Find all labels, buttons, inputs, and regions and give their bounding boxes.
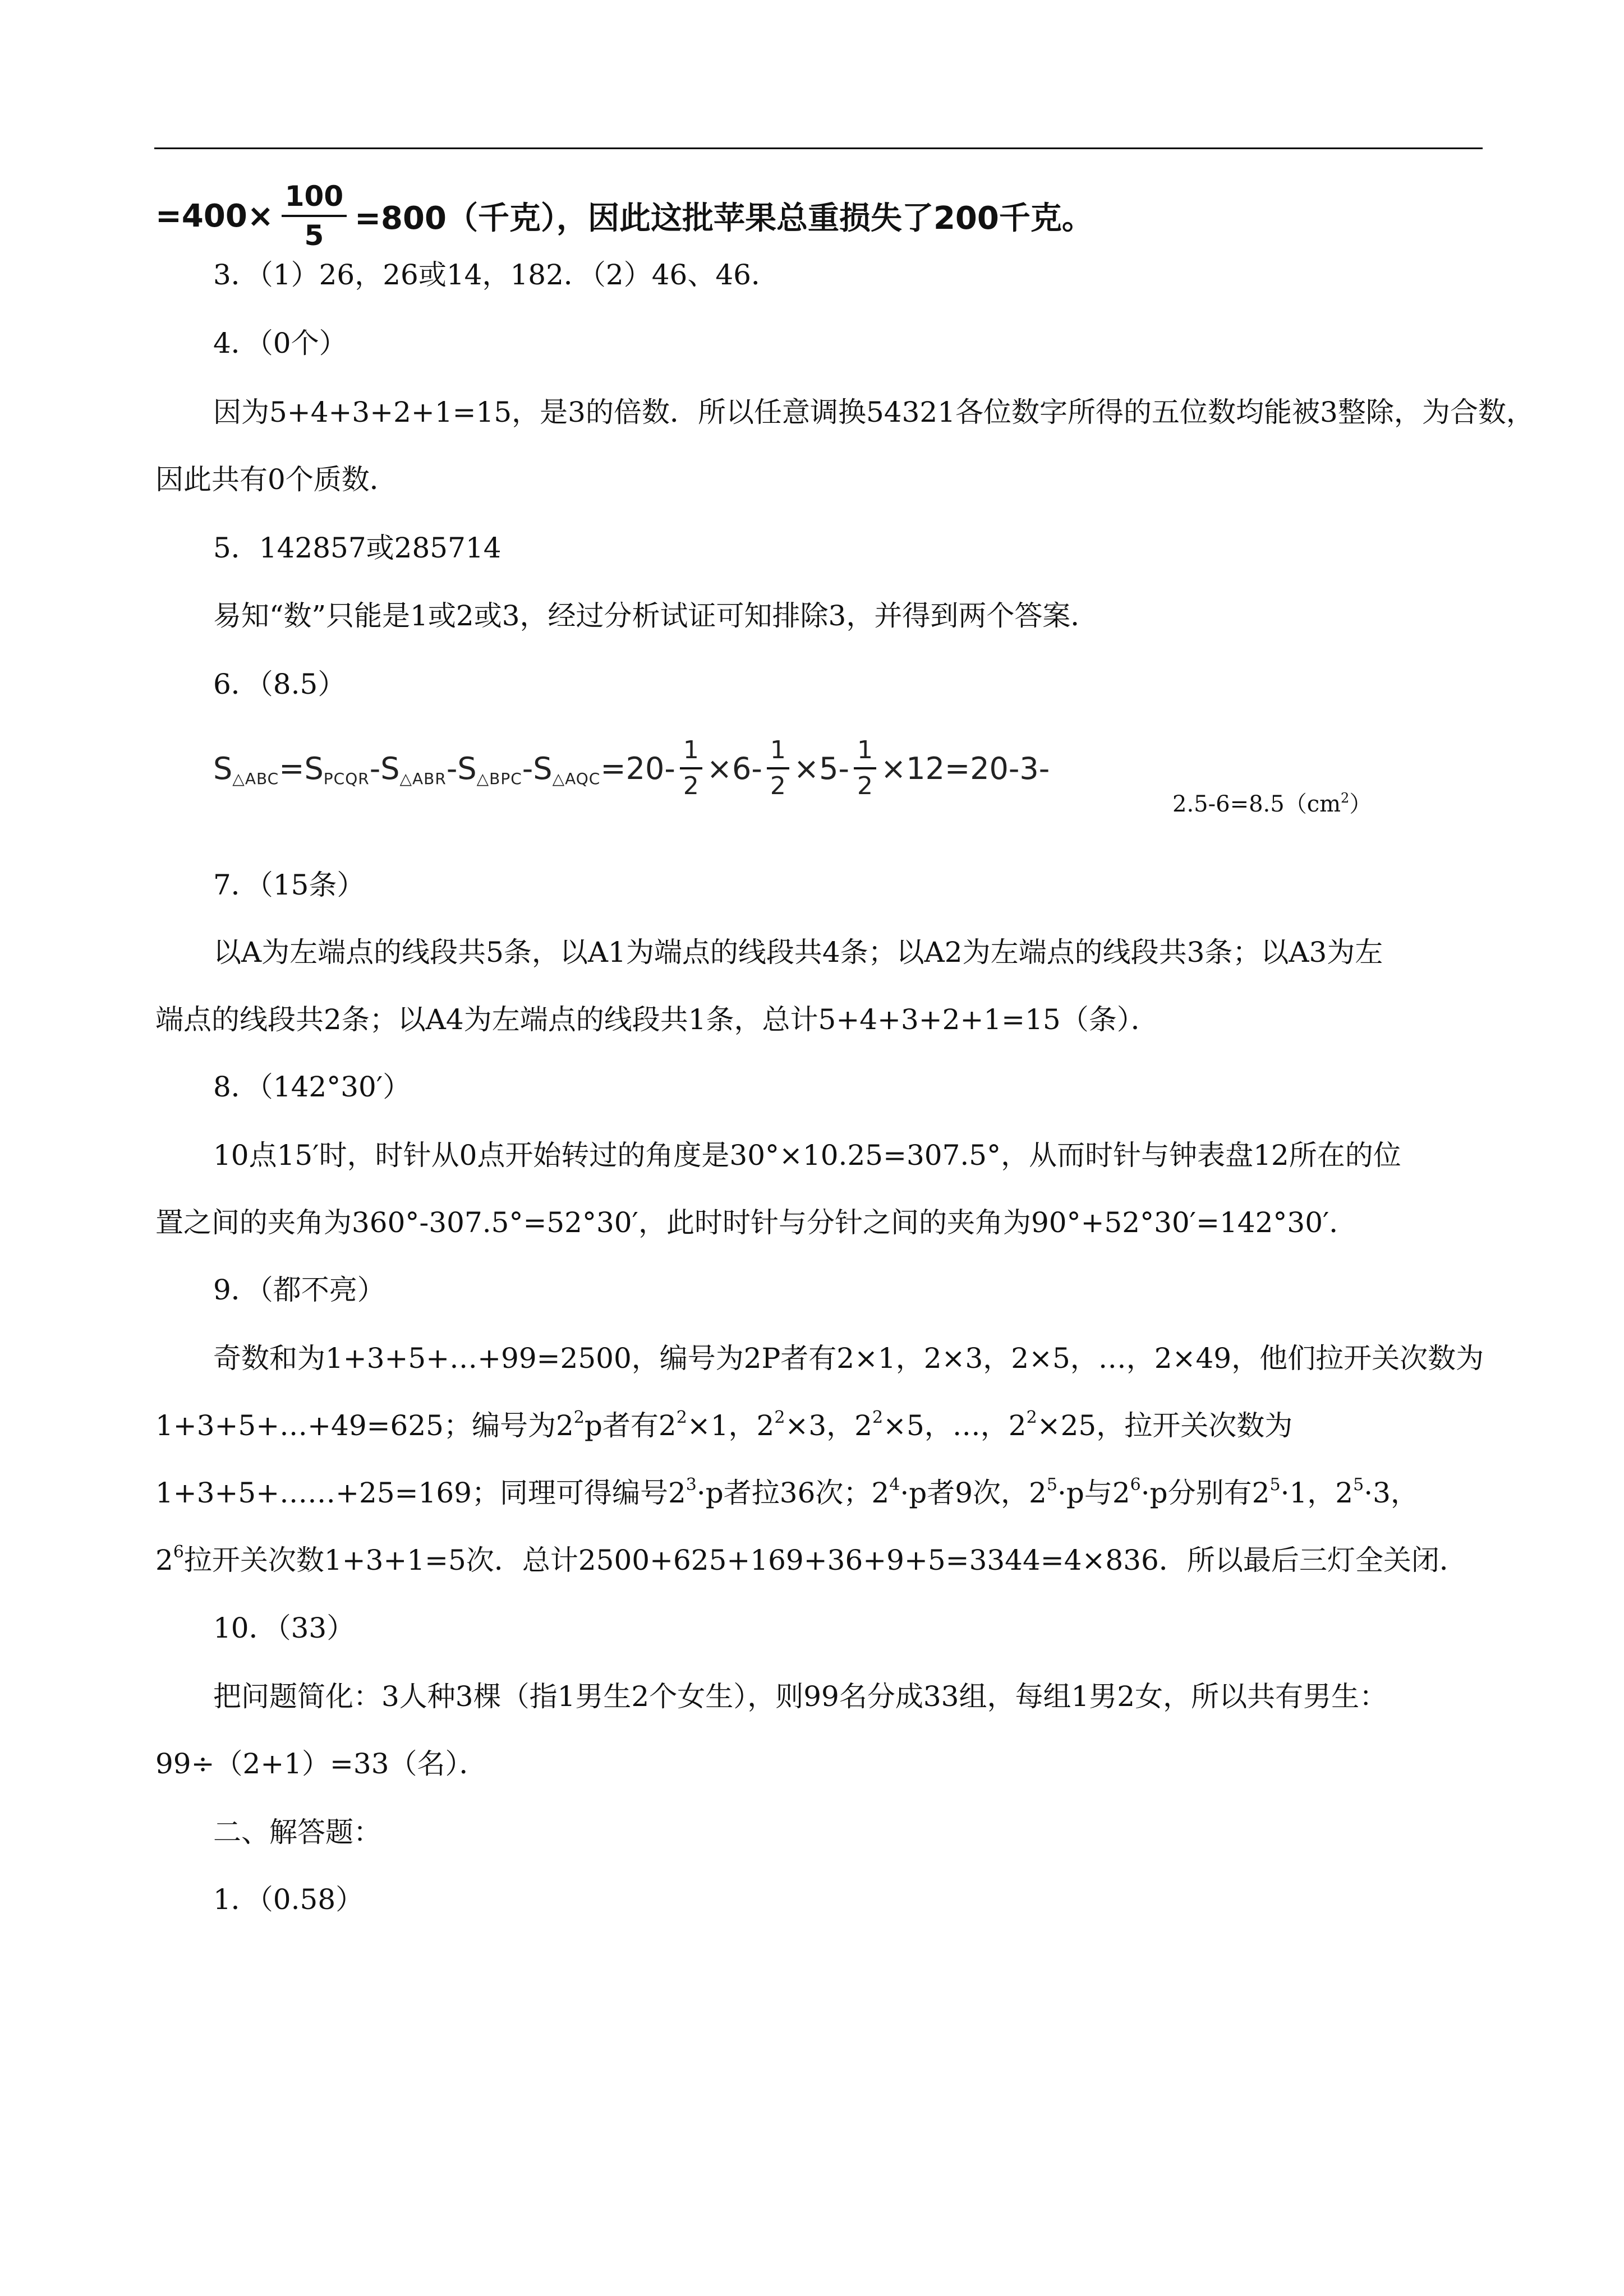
- fraction-numerator: 100: [284, 180, 344, 213]
- fraction-denominator: 2: [770, 772, 786, 800]
- area-term-1: ×6-: [706, 750, 762, 786]
- text-run: 2: [155, 1544, 173, 1576]
- answer-10-explain-1: 把问题简化：3人种3棵（指1男生2个女生），则99名分成33组，每组1男2女，所以共有男生：: [213, 1680, 1388, 1713]
- fraction-numerator: 1: [683, 736, 699, 764]
- text-run: ·p者9次，2: [900, 1477, 1047, 1509]
- header-rule: [154, 147, 1483, 149]
- fraction-100-over-5: [282, 180, 347, 252]
- fraction-bar: [854, 767, 876, 769]
- answer-9-explain-2: [155, 1409, 1292, 1447]
- area-sub-bpc: △BPC: [476, 769, 522, 788]
- superscript: 5: [1046, 1475, 1057, 1495]
- area-minus-1: -S: [369, 750, 400, 786]
- formula-prefix: =400×: [155, 197, 274, 234]
- answer-5: 5．142857或285714: [213, 532, 502, 564]
- fraction-bar: [767, 767, 789, 769]
- superscript: 2: [872, 1408, 884, 1427]
- fraction-numerator: 1: [857, 736, 873, 764]
- text-run: ·3，: [1364, 1477, 1419, 1509]
- answer-9: 9．（都不亮）: [213, 1274, 385, 1306]
- fraction-denominator: 5: [304, 219, 324, 252]
- answer-4-explain-1: 因为5+4+3+2+1=15，是3的倍数．所以任意调换54321各位数字所得的五位数均能被3整除，为合数，: [213, 396, 1534, 428]
- text-run: ·p分别有2: [1140, 1477, 1270, 1509]
- fraction-denominator: 2: [857, 772, 873, 800]
- answer-8-explain-1: 10点15′时，时针从0点开始转过的角度是30°×10.25=307.5°，从而时针与钟表盘12所在的位: [213, 1139, 1401, 1172]
- text-run: 1+3+5+……+25=169；同理可得编号2: [155, 1477, 686, 1509]
- answer-4-explain-2: 因此共有0个质数．: [155, 463, 398, 496]
- area-eq2: =20-: [600, 750, 675, 786]
- superscript: 3: [686, 1475, 697, 1495]
- superscript: 6: [173, 1542, 184, 1562]
- fraction-half-2: [767, 736, 789, 801]
- section-heading-2: 二、解答题：: [213, 1816, 381, 1848]
- formula-weight-loss: [155, 160, 1093, 272]
- text-run: ·p者拉36次；2: [696, 1477, 890, 1509]
- answer-solve-1: 1．（0.58）: [213, 1883, 364, 1916]
- text-run: p者有2: [584, 1409, 677, 1442]
- answer-7-explain-2: 端点的线段共2条；以A4为左端点的线段共1条，总计5+4+3+2+1=15（条）．: [155, 1003, 1159, 1036]
- answer-3: 3．（1）26，26或14，182．（2）46、46．: [213, 259, 779, 291]
- text-run: 拉开关次数1+3+1=5次．总计2500+625+169+36+9+5=3344=4×836．所以最后三灯全关闭．: [183, 1544, 1467, 1576]
- superscript: 2: [1026, 1408, 1037, 1427]
- text-run: ·1，2: [1280, 1477, 1354, 1509]
- text-run: 1+3+5+…+49=625；编号为2: [155, 1409, 574, 1442]
- area-sub-abr: △ABR: [399, 769, 447, 788]
- area-eq1: =S: [279, 750, 324, 786]
- answer-7-explain-1: 以A为左端点的线段共5条，以A1为端点的线段共4条；以A2为左端点的线段共3条；以A3为左: [213, 936, 1383, 969]
- answer-10: 10．（33）: [213, 1612, 355, 1644]
- area-sub-pcqr: PCQR: [323, 769, 370, 788]
- superscript: 5: [1353, 1475, 1364, 1495]
- text-run: ×1，2: [687, 1409, 775, 1442]
- superscript: 4: [889, 1475, 900, 1495]
- fraction-half-1: [680, 736, 702, 801]
- answer-10-explain-2: 99÷（2+1）=33（名）．: [155, 1748, 487, 1780]
- area-term-2: ×5-: [793, 750, 849, 786]
- area-s: S: [213, 750, 233, 786]
- answer-9-explain-4: [155, 1543, 1467, 1582]
- answer-8-explain-2: 置之间的夹角为360°-307.5°=52°30′，此时时针与分针之间的夹角为90°+52°30′=142°30′．: [155, 1206, 1358, 1239]
- answer-8: 8．（142°30′）: [213, 1071, 411, 1103]
- superscript: 6: [1130, 1475, 1141, 1495]
- area-sub-aqc: △AQC: [552, 769, 601, 788]
- superscript: 2: [676, 1408, 687, 1427]
- answer-9-explain-1: 奇数和为1+3+5+…+99=2500，编号为2P者有2×1，2×3，2×5，…，2×49，他们拉开关次数为: [213, 1342, 1484, 1375]
- superscript: 5: [1269, 1475, 1281, 1495]
- text-run: ×25，拉开关次数为: [1037, 1409, 1293, 1442]
- formula-area: [213, 721, 1050, 816]
- area-result-text: 2.5-6=8.5（cm: [1172, 791, 1341, 817]
- fraction-half-3: [854, 736, 876, 801]
- answer-9-explain-3: [155, 1476, 1419, 1514]
- answer-7: 7．（15条）: [213, 869, 365, 901]
- area-sub-abc: △ABC: [232, 769, 279, 788]
- area-minus-3: -S: [522, 750, 553, 786]
- fraction-denominator: 2: [683, 772, 699, 800]
- superscript: 2: [573, 1408, 585, 1427]
- text-run: ·p与2: [1057, 1477, 1130, 1509]
- fraction-bar: [282, 215, 347, 217]
- area-result-close: ）: [1349, 791, 1372, 817]
- answer-4: 4．（0个）: [213, 327, 347, 359]
- area-term-3: ×12=20-3-: [881, 750, 1050, 786]
- formula-area-result: [1172, 791, 1372, 820]
- formula-suffix: =800（千克），因此这批苹果总重损失了200千克。: [355, 200, 1093, 237]
- text-run: ×5，…，2: [883, 1409, 1027, 1442]
- fraction-numerator: 1: [770, 736, 786, 764]
- area-result-sup: 2: [1341, 790, 1350, 806]
- superscript: 2: [774, 1408, 785, 1427]
- text-run: ×3，2: [785, 1409, 872, 1442]
- area-minus-2: -S: [446, 750, 477, 786]
- answer-5-explain: 易知“数”只能是1或2或3，经过分析试证可知排除3，并得到两个答案．: [213, 600, 1099, 632]
- fraction-bar: [680, 767, 702, 769]
- answer-6: 6．（8.5）: [213, 668, 346, 700]
